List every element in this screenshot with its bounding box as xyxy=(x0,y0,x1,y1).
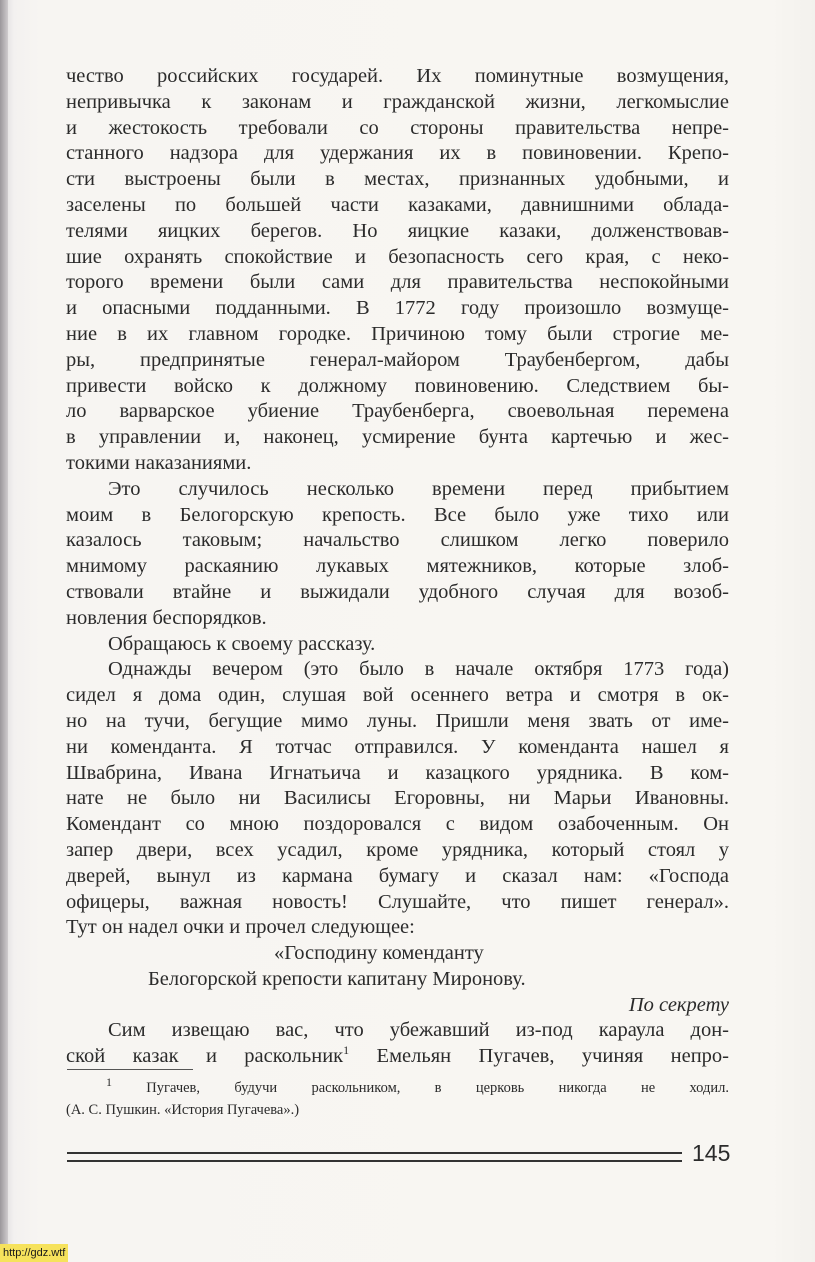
text-line: привести войско к должному повиновению. Следствием бы- xyxy=(66,374,729,397)
paragraph-start: Сим извещаю вас, что убежавший из-под караула дон- xyxy=(108,1019,729,1042)
text-line: токими наказаниями. xyxy=(66,451,252,474)
footnote-text: Пугачев, будучи раскольником, в церковь никогда не ходил. xyxy=(146,1080,730,1096)
footnote-ref[interactable]: 1 xyxy=(343,1043,350,1058)
text-line: Тут он надел очки и прочел следующее: xyxy=(66,916,415,939)
paragraph-start: Однажды вечером (это было в начале октября 1773 года) xyxy=(108,658,729,681)
page-footer-rule xyxy=(67,1152,682,1154)
text-fragment: Емельян Пугачев, учиняя непро- xyxy=(376,1045,729,1068)
text-line: и жестокость требовали со стороны правительства непре- xyxy=(66,116,729,139)
text-line-with-footnote xyxy=(66,1044,729,1070)
text-line: заселены по большей части казаками, давнишними облада- xyxy=(66,193,729,216)
text-line: офицеры, важная новость! Слушайте, что пишет генерал». xyxy=(66,890,729,913)
text-line: казалось таковым; начальство слишком легко поверило xyxy=(66,529,729,552)
text-line: новления беспорядков. xyxy=(66,606,267,629)
text-line: телями яицких берегов. Но яицкие казаки, долженствовав- xyxy=(66,219,729,242)
footnote xyxy=(66,1077,729,1121)
text-line: в управлении и, наконец, усмирение бунта картечью и жес- xyxy=(66,426,729,449)
letter-secret-mark: По секрету xyxy=(628,993,729,1016)
text-line: и опасными подданными. В 1772 году произошло возмуще- xyxy=(66,297,729,320)
letter-address-line: «Господину коменданту xyxy=(274,942,484,965)
text-line: Швабрина, Ивана Игнатьича и казацкого урядника. В ком- xyxy=(66,761,729,784)
letter-address-line: Белогорской крепости капитану Миронову. xyxy=(148,967,526,990)
text-line: нате не было ни Василисы Егоровны, ни Марьи Ивановны. xyxy=(66,787,729,810)
text-line: ры, предпринятые генерал-майором Траубенбергом, дабы xyxy=(66,348,729,371)
text-line: ло варварское убиение Траубенберга, своевольная перемена xyxy=(66,400,729,423)
text-line: станного надзора для удержания их в повиновении. Крепо- xyxy=(66,142,729,165)
text-line: дверей, вынул из кармана бумагу и сказал нам: «Господа xyxy=(66,864,729,887)
text-line: ствовали втайне и выжидали удобного случая для возоб- xyxy=(66,580,729,603)
text-line: мнимому раскаянию лукавых мятежников, которые злоб- xyxy=(66,555,729,578)
text-line: запер двери, всех усадил, кроме урядника, который стоял у xyxy=(66,838,729,861)
footnote-divider xyxy=(67,1069,193,1070)
text-line: сидел я дома один, слушая вой осеннего ветра и смотря в ок- xyxy=(66,684,729,707)
text-line: шие охранять спокойствие и безопасность сего края, с неко- xyxy=(66,245,729,268)
text-fragment: ской казак и раскольник xyxy=(66,1045,344,1068)
text-line: сти выстроены были в местах, признанных удобными, и xyxy=(66,168,729,191)
text-line: ни коменданта. Я тотчас отправился. У коменданта нашел я xyxy=(66,735,729,758)
footnote-line: (А. С. Пушкин. «История Пугачева».) xyxy=(66,1102,300,1118)
text-line: непривычка к законам и гражданской жизни, легкомыслие xyxy=(66,90,729,113)
footnote-line xyxy=(66,1077,729,1099)
text-line: ние в их главном городке. Причиною тому были строгие ме- xyxy=(66,322,729,345)
paragraph-start: Это случилось несколько времени перед прибытием xyxy=(108,477,729,500)
text-line: Комендант со мною поздоровался с видом озабоченным. Он xyxy=(66,813,729,836)
page-footer-rule xyxy=(67,1160,682,1162)
watermark-link[interactable]: http://gdz.wtf xyxy=(0,1244,68,1262)
text-line: но на тучи, бегущие мимо луны. Пришли меня звать от име- xyxy=(66,709,729,732)
footnote-marker: 1 xyxy=(106,1075,112,1090)
main-text xyxy=(66,64,729,1070)
text-line: моим в Белогорскую крепость. Все было уже тихо или xyxy=(66,503,729,526)
text-line: чество российских государей. Их поминутные возмущения, xyxy=(66,65,729,87)
text-line: торого времени были сами для правительства неспокойными xyxy=(66,271,729,294)
book-spine-shadow xyxy=(0,0,8,1262)
paragraph-start: Обращаюсь к своему рассказу. xyxy=(108,632,376,655)
page-number: 145 xyxy=(692,1140,731,1166)
